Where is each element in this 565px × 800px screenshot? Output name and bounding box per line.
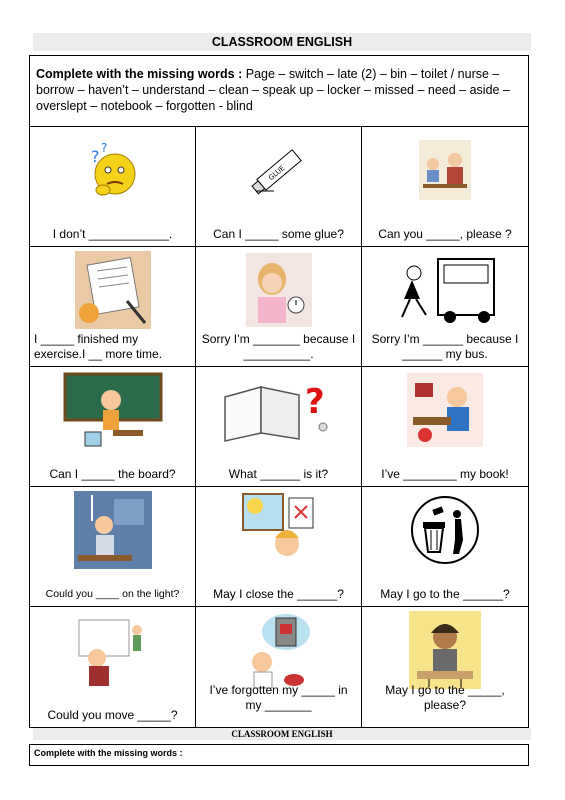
blinding-sun-illustration bbox=[196, 491, 361, 569]
exercise-caption: I’ve ________ my book! bbox=[381, 467, 509, 481]
page-title: CLASSROOM ENGLISH bbox=[33, 33, 531, 51]
exercise-cell bbox=[362, 607, 528, 727]
exercise-cell bbox=[30, 607, 196, 727]
exercise-cell bbox=[362, 487, 528, 607]
exercise-cell bbox=[196, 367, 362, 487]
classroom-desk-illustration bbox=[362, 131, 528, 209]
dark-classroom-illustration bbox=[30, 491, 195, 569]
exercise-cell bbox=[196, 247, 362, 367]
exercise-cell bbox=[30, 487, 196, 607]
locker-thought-illustration bbox=[196, 611, 361, 689]
move-aside-illustration bbox=[30, 611, 195, 689]
missed-bus-illustration bbox=[362, 251, 528, 329]
exercise-caption: Can I _____ some glue? bbox=[213, 227, 344, 241]
exercise-cell bbox=[196, 487, 362, 607]
svg-text:GLUE: GLUE bbox=[266, 164, 286, 183]
alarm-clock-girl-illustration bbox=[196, 251, 361, 329]
footer-instructions-box bbox=[29, 744, 529, 766]
exercise-cell bbox=[362, 247, 528, 367]
exercise-caption: May I go to the ______? bbox=[380, 587, 510, 601]
exercise-cell bbox=[362, 127, 528, 247]
sick-student-illustration bbox=[362, 611, 528, 689]
exercise-cell bbox=[362, 367, 528, 487]
instructions-label: Complete with the missing words : bbox=[36, 67, 243, 81]
exercise-caption: I _____ finished my exercise.I __ more time. bbox=[34, 332, 163, 361]
exercise-caption: May I close the ______? bbox=[213, 587, 344, 601]
exercise-caption: What ______ is it? bbox=[228, 467, 329, 481]
svg-text:?: ? bbox=[304, 382, 325, 422]
exercise-caption: Can I _____ the board? bbox=[49, 467, 176, 481]
exercise-caption: Could you ____ on the light? bbox=[45, 588, 180, 600]
word-bank: Page – switch – late (2) – bin – toilet / nurse – borrow – haven’t – understand – clean – speak up – locker – missed – need – aside – overslept – notebook – forgotten - blind bbox=[36, 67, 510, 113]
footer-title: CLASSROOM ENGLISH bbox=[33, 728, 531, 740]
confused-smiley-illustration bbox=[30, 131, 195, 209]
exercise-caption: Sorry I’m ______ because I ______ my bus. bbox=[371, 332, 519, 361]
svg-text:?: ? bbox=[100, 141, 107, 155]
exercise-cell bbox=[196, 607, 362, 727]
svg-text:?: ? bbox=[90, 147, 99, 166]
book-question-illustration bbox=[196, 371, 361, 449]
instructions-box bbox=[30, 56, 528, 127]
worksheet-table bbox=[29, 55, 529, 728]
footer-instructions-label: Complete with the missing words : bbox=[34, 748, 183, 758]
exercise-cell bbox=[30, 367, 196, 487]
trash-bin-icon bbox=[362, 491, 528, 569]
exercise-cell bbox=[196, 127, 362, 247]
forgotten-book-illustration bbox=[362, 371, 528, 449]
exercise-caption: I’ve forgotten my _____ in my _______ bbox=[209, 683, 348, 712]
exercise-caption: I don’t ____________. bbox=[52, 227, 173, 241]
glue-stick-illustration bbox=[196, 131, 361, 209]
blackboard-girl-illustration bbox=[30, 371, 195, 449]
exercise-grid bbox=[30, 127, 528, 727]
exercise-cell bbox=[30, 127, 196, 247]
exercise-caption: Sorry I’m _______ because I __________. bbox=[201, 332, 356, 361]
unfinished-exercise-illustration bbox=[30, 251, 195, 329]
exercise-caption: Can you _____, please ? bbox=[378, 227, 512, 241]
exercise-caption: Could you move _____? bbox=[47, 708, 178, 722]
exercise-caption: May I go to the _____, please? bbox=[385, 683, 505, 712]
exercise-cell bbox=[30, 247, 196, 367]
